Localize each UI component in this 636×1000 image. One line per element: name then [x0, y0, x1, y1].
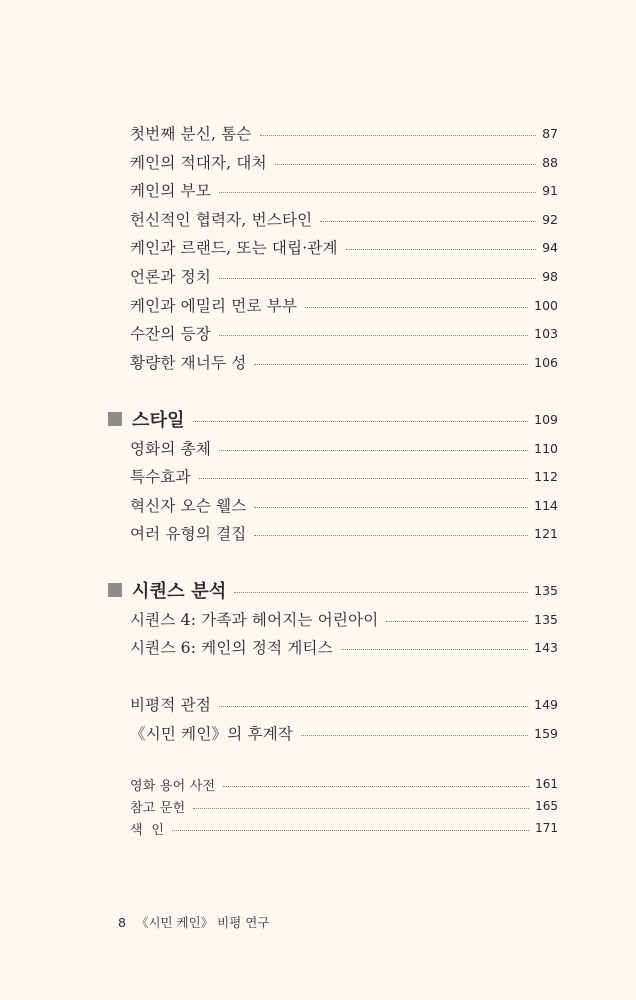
- toc-section-heading[interactable]: [108, 408, 558, 430]
- dot-leader: [341, 649, 528, 650]
- toc-entry-title: 색 인: [130, 822, 165, 838]
- toc-entry[interactable]: [130, 151, 558, 173]
- toc-entry-title: 영화의 총체: [130, 440, 211, 458]
- toc-entry[interactable]: [130, 775, 558, 793]
- toc-entry-title: 수잔의 등장: [130, 325, 211, 343]
- dot-leader: [219, 335, 528, 336]
- toc-entry-title: 혁신자 오슨 웰스: [130, 497, 247, 515]
- toc-page-number: 87: [542, 125, 558, 141]
- toc-entry[interactable]: [130, 322, 558, 344]
- dot-leader: [219, 278, 536, 279]
- toc-entry[interactable]: [130, 122, 558, 144]
- toc-entry[interactable]: [130, 722, 558, 744]
- dot-leader: [275, 164, 536, 165]
- toc-entry[interactable]: [130, 797, 558, 815]
- footer-page-number: 8: [118, 915, 126, 930]
- toc-page-number: 159: [534, 725, 558, 741]
- toc-section-title: 스타일: [132, 410, 185, 431]
- dot-leader: [193, 808, 529, 809]
- toc-page-number: 121: [534, 525, 558, 541]
- section-square-icon: [108, 412, 122, 426]
- toc-page-number: 165: [535, 799, 558, 813]
- toc-section-title: 시퀀스 분석: [132, 581, 227, 602]
- footer-running-title: 《시민 케인》 비평 연구: [135, 915, 270, 930]
- toc-entry[interactable]: [130, 494, 558, 516]
- toc-entry[interactable]: [130, 608, 558, 630]
- toc-page-number: 88: [542, 154, 558, 170]
- toc-section-heading[interactable]: [108, 579, 558, 601]
- dot-leader: [219, 192, 536, 193]
- dot-leader: [254, 507, 528, 508]
- dot-leader: [254, 364, 528, 365]
- toc-page-number: 103: [534, 325, 558, 341]
- toc-entry-title: 언론과 정치: [130, 268, 211, 286]
- toc-entry[interactable]: [130, 179, 558, 201]
- toc-entry-title: 케인의 부모: [130, 182, 211, 200]
- page-footer: [118, 913, 269, 931]
- dot-leader: [234, 592, 528, 593]
- dot-leader: [219, 450, 528, 451]
- toc-page-number: 98: [542, 268, 558, 284]
- dot-leader: [223, 786, 529, 787]
- toc-entry[interactable]: [130, 465, 558, 487]
- toc-page-number: 106: [534, 354, 558, 370]
- toc-entry-title: 《시민 케인》의 후계작: [130, 725, 294, 743]
- toc-page-number: 143: [534, 639, 558, 655]
- dot-leader: [260, 135, 537, 136]
- toc-entry[interactable]: [130, 351, 558, 373]
- dot-leader: [193, 421, 528, 422]
- dot-leader: [254, 535, 528, 536]
- toc-entry-title: 첫번째 분신, 톰슨: [130, 125, 252, 143]
- toc-page-number: 112: [534, 468, 558, 484]
- dot-leader: [219, 706, 528, 707]
- toc-page-number: 100: [534, 297, 558, 313]
- toc-entry-title: 여러 유형의 결집: [130, 525, 247, 543]
- dot-leader: [386, 621, 528, 622]
- toc-entry[interactable]: [130, 208, 558, 230]
- toc-entry-title: 시퀀스 6: 케인의 정적 게티스: [130, 639, 333, 657]
- toc-page-number: 109: [534, 411, 558, 427]
- dot-leader: [172, 830, 529, 831]
- toc-page-number: 91: [542, 182, 558, 198]
- dot-leader: [199, 478, 528, 479]
- toc-entry[interactable]: [130, 693, 558, 715]
- toc-entry[interactable]: [130, 236, 558, 258]
- toc-page-number: 135: [534, 611, 558, 627]
- toc-page-number: 92: [542, 211, 558, 227]
- dot-leader: [346, 249, 536, 250]
- toc-entry[interactable]: [130, 636, 558, 658]
- section-square-icon: [108, 583, 122, 597]
- toc-entry-title: 케인의 적대자, 대처: [130, 154, 267, 172]
- toc-entry[interactable]: [130, 819, 558, 837]
- dot-leader: [301, 735, 528, 736]
- toc-page-number: 135: [534, 582, 558, 598]
- toc-entry[interactable]: [130, 522, 558, 544]
- toc-page-number: 114: [534, 497, 558, 513]
- toc-page-number: 149: [534, 696, 558, 712]
- toc-entry-title: 시퀀스 4: 가족과 헤어지는 어린아이: [130, 611, 379, 629]
- toc-entry-title: 특수효과: [130, 468, 191, 486]
- toc-entry-title: 헌신적인 협력자, 번스타인: [130, 211, 313, 229]
- toc-entry-title: 황량한 재너두 성: [130, 354, 247, 372]
- toc-entry-title: 참고 문헌: [130, 800, 186, 816]
- toc-page-number: 94: [542, 239, 558, 255]
- toc-page-number: 110: [534, 440, 558, 456]
- dot-leader: [320, 221, 536, 222]
- toc-entry-title: 영화 용어 사전: [130, 778, 216, 794]
- toc-entry[interactable]: [130, 265, 558, 287]
- toc-entry-title: 케인과 르랜드, 또는 대립·관계: [130, 239, 338, 257]
- toc-page-number: 161: [535, 777, 558, 791]
- toc-entry[interactable]: [130, 437, 558, 459]
- toc-entry[interactable]: [130, 294, 558, 316]
- toc-page-number: 171: [535, 821, 558, 835]
- toc-entry-title: 비평적 관점: [130, 696, 211, 714]
- dot-leader: [305, 307, 528, 308]
- toc-entry-title: 케인과 에밀리 먼로 부부: [130, 297, 298, 315]
